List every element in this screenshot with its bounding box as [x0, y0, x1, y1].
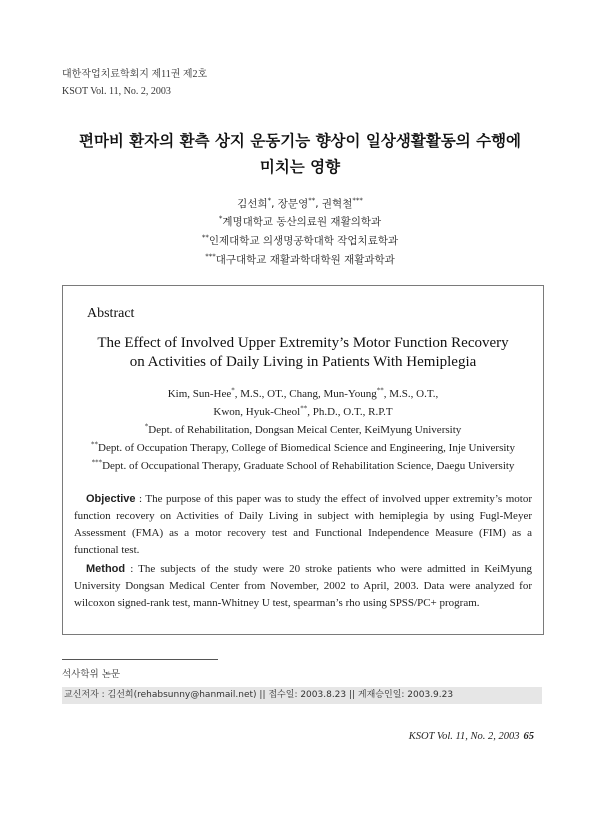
journal-name-english: KSOT Vol. 11, No. 2, 2003 [62, 86, 171, 97]
author-name: , M.S., OT., Chang, Mun-Young [234, 388, 377, 400]
author-mark: * [231, 386, 235, 395]
objective-text: : The purpose of this paper was to study the effect of involved upper extremity’s motor function recovery on Activities of Daily Living in subject with hemiplegia by using Fugl-Meyer Assessment (FMA) as a motor recovery test and Functional Independence Measure (FIM) as a functional test. [74, 493, 532, 556]
method-paragraph [74, 561, 532, 612]
author-1-mark: * [267, 196, 272, 205]
english-title-line-1: The Effect of Involved Upper Extremity’s Motor Function Recovery [97, 335, 509, 351]
separator: , [315, 198, 322, 210]
author-2: 장문영 [277, 198, 309, 210]
affiliation-text: 인제대학교 의생명공학대학 작업치료학과 [208, 235, 399, 247]
english-affiliation-2 [63, 442, 543, 454]
author-3-mark: *** [352, 196, 363, 205]
author-name: Kim, Sun-Hee [167, 388, 232, 400]
affiliation-mark: * [218, 214, 223, 223]
affiliation-text: 대구대학교 재활과학대학원 재활과학과 [215, 254, 395, 266]
author-degrees: , M.S., O.T., [383, 388, 439, 400]
author-2-mark: ** [308, 196, 316, 205]
abstract-heading: Abstract [87, 306, 135, 321]
abstract-box [62, 285, 544, 635]
affiliation-mark: ** [91, 440, 99, 449]
affiliation-text: Dept. of Occupation Therapy, College of Biomedical Science and Engineering, Inje University [98, 442, 515, 454]
korean-title [0, 128, 600, 180]
running-footer-journal: KSOT Vol. 11, No. 2, 2003 [408, 731, 520, 742]
journal-header [62, 66, 207, 100]
affiliation-mark: ** [201, 233, 209, 242]
english-affiliation-1 [63, 424, 543, 436]
author-mark: ** [300, 404, 308, 413]
english-title [63, 334, 543, 372]
korean-affiliation-3 [0, 252, 600, 267]
correspondence-bar: 교신저자 : 김선희(rehabsunny@hanmail.net) || 접수일: 2003.8.23 || 게재승인일: 2003.9.23 [62, 687, 542, 704]
author-degrees: , Ph.D., O.T., R.P.T [307, 406, 393, 418]
korean-affiliation-1 [0, 214, 600, 229]
author-name: Kwon, Hyuk-Cheol [213, 406, 301, 418]
page-number: 65 [523, 731, 534, 742]
affiliation-text: 계명대학교 동산의료원 재활의학과 [222, 216, 382, 228]
korean-title-line-2: 미치는 영향 [259, 158, 341, 176]
korean-title-line-1: 편마비 환자의 환측 상지 운동기능 향상이 일상생활활동의 수행에 [78, 132, 522, 150]
journal-name-korean: 대한작업치료학회지 제11권 제2호 [62, 69, 208, 80]
korean-affiliation-2 [0, 233, 600, 248]
method-label: Method [86, 563, 126, 575]
footnote-divider [62, 659, 218, 660]
english-authors-line-2 [63, 406, 543, 418]
author-3: 권혁철 [321, 198, 353, 210]
english-authors-line-1 [63, 388, 543, 400]
objective-paragraph [74, 491, 532, 559]
korean-authors [0, 196, 600, 211]
method-text: : The subjects of the study were 20 stroke patients who were admitted in KeiMyung University Dongsan Medical Center from November, 2002 to April, 2003. Data were analyzed for wilcoxon signed-rank test, mann-Whitney U test, spearman’s rho using SPSS/PC+ program. [74, 563, 532, 609]
author-mark: ** [376, 386, 384, 395]
affiliation-mark: *** [205, 252, 216, 261]
thesis-note: 석사학위 논문 [62, 669, 121, 680]
separator: , [271, 198, 278, 210]
affiliation-mark: * [144, 422, 149, 431]
author-1: 김선희 [237, 198, 268, 210]
affiliation-mark: *** [91, 458, 103, 467]
running-footer [409, 731, 534, 742]
english-title-line-2: on Activities of Daily Living in Patients With Hemiplegia [129, 354, 477, 370]
affiliation-text: Dept. of Occupational Therapy, Graduate School of Rehabilitation Science, Daegu University [102, 460, 515, 472]
affiliation-text: Dept. of Rehabilitation, Dongsan Meical Center, KeiMyung University [148, 424, 462, 436]
objective-label: Objective [86, 493, 136, 505]
english-affiliation-3 [63, 460, 543, 472]
